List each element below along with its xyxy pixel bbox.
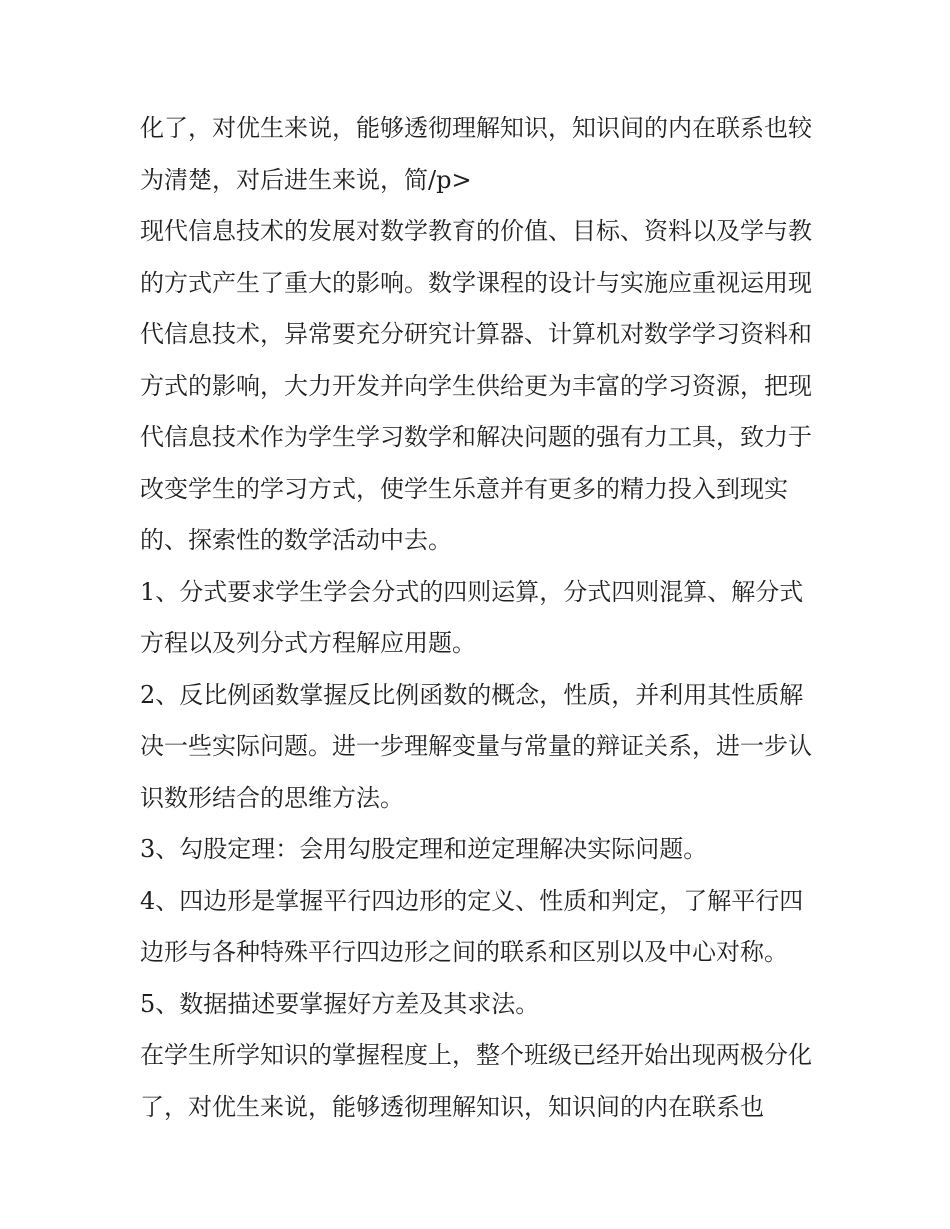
paragraph-information-technology: 现代信息技术的发展对数学教育的价值、目标、资料以及学与教的方式产生了重大的影响。数学课程的设计与实施应重视运用现代信息技术，异常要充分研究计算器、计算机对数学学习资料和方式的影响，大力开发并向学生供给更为丰富的学习资源，把现代信息技术作为学生学习数学和解决问题的强有力工具，致力于改变学生的学习方式，使学生乐意并有更多的精力投入到现实的、探索性的数学活动中去。 [140, 217, 812, 554]
list-item-inverse-proportion: 2、反比例函数掌握反比例函数的概念，性质，并利用其性质解决一些实际问题。进一步理解变量与常量的辩证关系，进一步认识数形结合的思维方法。 [140, 680, 812, 812]
document-page [140, 103, 820, 1133]
list-item-pythagorean-theorem: 3、勾股定理：会用勾股定理和逆定理解决实际问题。 [140, 835, 708, 863]
list-item-fractions: 1、分式要求学生学会分式的四则运算，分式四则混算、解分式方程以及列分式方程解应用题。 [140, 577, 804, 657]
paragraph-continuation: 化了，对优生来说，能够透彻理解知识，知识间的内在联系也较为清楚，对后进生来说，简/p> [140, 114, 812, 194]
paragraph-student-mastery: 在学生所学知识的掌握程度上，整个班级已经开始出现两极分化了，对优生来说，能够透彻理解知识，知识间的内在联系也 [140, 1041, 812, 1121]
list-item-quadrilaterals: 4、四边形是掌握平行四边形的定义、性质和判定，了解平行四边形与各种特殊平行四边形之间的联系和区别以及中心对称。 5、数据描述要掌握好方差及其求法。 [140, 886, 804, 1018]
